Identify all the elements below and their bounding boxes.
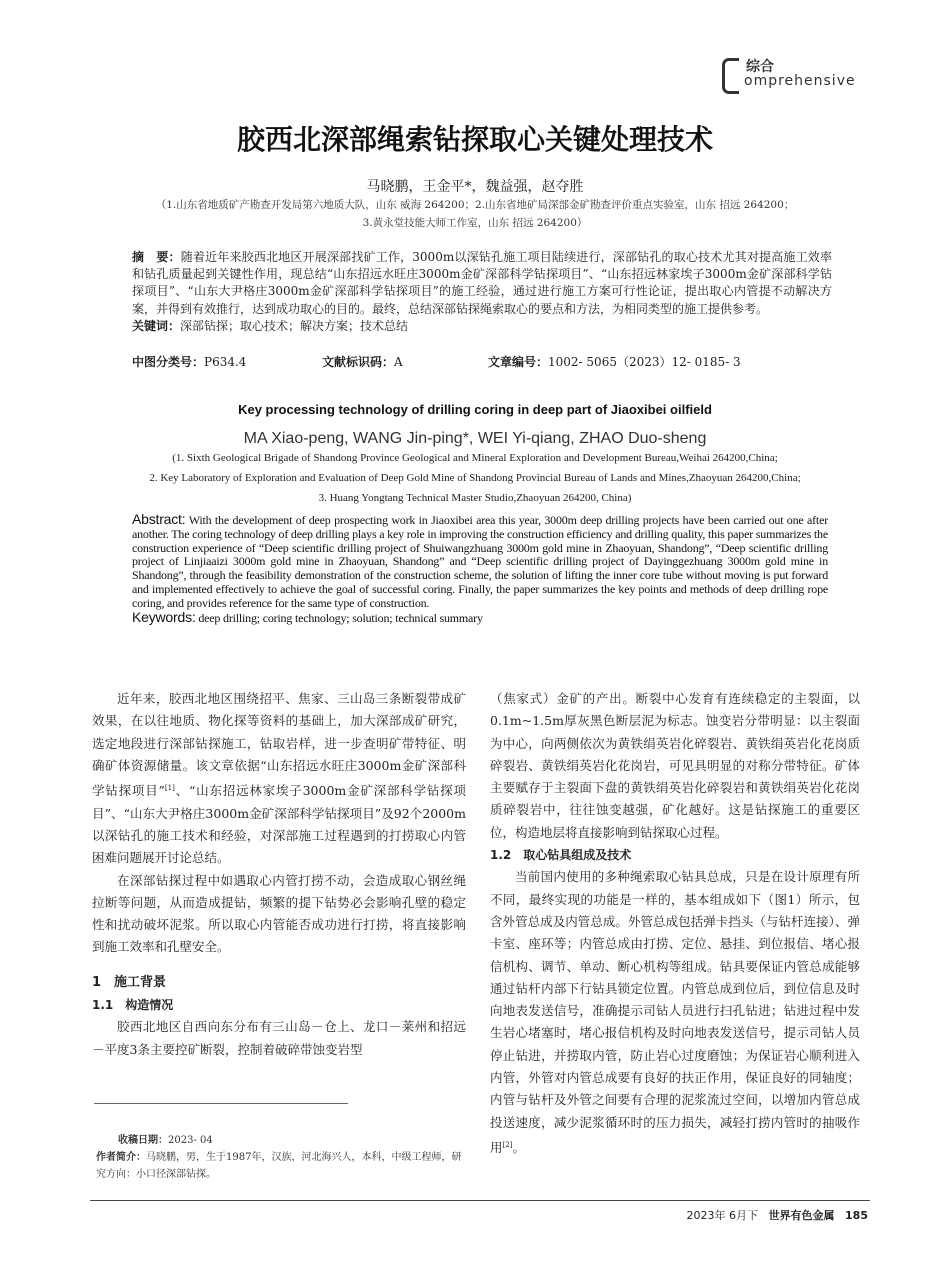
doc-code-value: A (394, 355, 403, 369)
keywords-cn-label: 关键词： (132, 318, 181, 333)
section-logo (722, 56, 862, 94)
citation-ref: [2] (502, 1140, 513, 1149)
body-column-right (490, 688, 860, 1159)
footnote-divider (94, 1103, 348, 1104)
affiliation-en-line-1: (1. Sixth Geological Brigade of Shandong Province Geological and Mineral Exploration and Development Bureau,Weihai 264200,China; (172, 452, 778, 464)
abstract-cn (132, 249, 832, 335)
doc-code-label: 文献标识码： (322, 355, 395, 369)
body-column-left (92, 688, 466, 1061)
received-label: 收稿日期： (118, 1135, 168, 1146)
logo-c-shape (722, 58, 739, 94)
page-number: 185 (845, 1209, 868, 1222)
abstract-cn-text: 随着近年来胶西北地区开展深部找矿工作，3000m以深钻孔施工项目陆续进行，深部钻孔的取心技术尤其对提高施工效率和钻孔质量起到关键性作用，现总结“山东招远水旺庄3000m金矿深部科学钻探项目”、“山东招远林家埃子3000m金矿深部科学钻探项目”、“山东大尹格庄3000m金矿深部科学钻探项目”的施工经验，通过进行施工方案可行性论证，提出取心内管提不动解决方案，并得到有效推行，达到成功取心的目的。最终，总结深部钻探绳索取心的要点和方法，为相同类型的施工提供参考。 (132, 250, 832, 316)
subsection-heading: 1.1 构造情况 (92, 998, 174, 1013)
body-paragraph: 胶西北地区自西向东分布有三山岛－仓上、龙口－莱州和招远－平度3条主要控矿断裂，控制着破碎带蚀变岩型 (92, 1019, 466, 1057)
article-no-label: 文章编号： (488, 355, 549, 369)
abstract-en-text: With the development of deep prospecting work in Jiaoxibei area this year, 3000m deep drilling projects have been carried out one after another. The coring technology of deep drilling plays a key role in improving the construction efficiency and drilling quality, this paper summarizes the construction experience of “Deep scientific drilling project of Shuiwangzhuang 3000m gold mine in Zhaoyuan, Shandong”, “Deep scientific drilling project of Linjiaaizi 3000m gold mine in Zhaoyuan, Shandong” and “Deep scientific drilling project of Dayinggezhuang 3000m gold mine in Shandong”, through the feasibility demonstration of the construction scheme, the solution of lifting the inner core tube without moving is put forward and implemented effectively to achieve the goal of successful coring. Finally, the paper summarizes the key points and methods of deep drilling rope coring, and provides reference for the same type of construction. (132, 513, 828, 610)
footer-divider (90, 1200, 870, 1201)
keywords-cn-text: 深部钻探；取心技术；解决方案；技术总结 (180, 318, 409, 333)
author-bio: 马晓鹏，男，生于1987年，汉族，河北海兴人，本科，中级工程师，研究方向：小口径深部钻探。 (96, 1152, 462, 1180)
article-no-value: 1002- 5065（2023）12- 0185- 3 (548, 355, 741, 369)
issue-date: 2023年 6月下 (686, 1209, 759, 1222)
section-label-cn: 综合 (746, 59, 774, 75)
author-list: 马晓鹏，王金平*，魏益强，赵夺胜 (366, 179, 584, 195)
page-footer (550, 1207, 868, 1223)
affiliation-line-2: 3.黄永堂技能大师工作室，山东 招远 264200） (362, 217, 588, 229)
author-list-en: MA Xiao-peng, WANG Jin-ping*, WEI Yi-qiang, ZHAO Duo-sheng (243, 430, 707, 447)
keywords-en-label: Keywords: (132, 608, 196, 625)
body-paragraph: （焦家式）金矿的产出。断裂中心发育有连续稳定的主裂面，以0.1m~1.5m厚灰黑色断层泥为标志。蚀变岩分带明显：以主裂面为中心，向两侧依次为黄铁绢英岩化碎裂岩、黄铁绢英岩化花岗质碎裂岩、黄铁绢英岩化花岗岩，可见具明显的对称分带特征。矿体主要赋存于主裂面下盘的黄铁绢英岩化碎裂岩和黄铁绢英岩化花岗质碎裂岩中，往往蚀变越强，矿化越好。这是钻探施工的重要区位，构造地层将直接影响到钻探取心过程。 (490, 691, 860, 840)
keywords-en-text: deep drilling; coring technology; solution; technical summary (198, 610, 483, 625)
body-paragraph: 近年来，胶西北地区围绕招平、焦家、三山岛三条断裂带成矿效果，在以往地质、物化探等资料的基础上，加大深部成矿研究，选定地段进行深部钻探施工，钻取岩样，进一步查明矿带特征、明确矿体资源储量。该文章依据“山东招远水旺庄3000m金矿深部科学钻探项目”[1]、“山东招远林家埃子3000m金矿深部科学钻探项目”、“山东大尹格庄3000m金矿深部科学钻探项目”及92个2000m以深钻孔的施工技术和经验，对深部施工过程遇到的打捞取心内管困难问题展开讨论总结。 (92, 691, 466, 866)
journal-name: 世界有色金属 (768, 1209, 835, 1222)
section-heading: 1 施工背景 (92, 974, 167, 990)
clc-value: P634.4 (204, 355, 247, 369)
body-paragraph: 当前国内使用的多种绳索取心钻具总成，只是在设计原理有所不同，最终实现的功能是一样的，基本组成如下（图1）所示，包含外管总成及内管总成。外管总成包括弹卡挡头（与钻杆连接）、弹卡室、座环等；内管总成由打捞、定位、悬挂、到位报信、堵心报信机构、调节、单动、断心机构等组成。钻具要保证内管总成能够通过钻杆内部下行钻具锁定位置。内管总成到位后，到位信息及时向地表发送信号，准确提示司钻人员进行扫孔钻进；钻进过程中发生岩心堵塞时，堵心报信机构及时向地表发送信号，提示司钻人员停止钻进，并捞取内管，防止岩心过度磨蚀；为保证岩心顺利进入内管，外管对内管总成要有良好的扶正作用，保证良好的同轴度；内管与钻杆及外管之间要有合理的泥浆流过空间，以增加内管总成投送速度，减少泥浆循环时的压力损失，减轻打捞内管时的抽吸作用[2]。 (490, 869, 860, 1156)
clc-label: 中图分类号： (132, 355, 205, 369)
citation-ref: [1] (164, 784, 175, 793)
abstract-en (132, 513, 828, 625)
footnote (96, 1132, 468, 1183)
paper-title: 胶西北深部绳索钻探取心关键处理技术 (236, 123, 713, 156)
affiliation-line-1: （1.山东省地质矿产勘查开发局第六地质大队，山东 威海 264200；2.山东省地矿局深部金矿勘查评价重点实验室，山东 招远 264200； (155, 199, 795, 211)
body-paragraph: 在深部钻探过程中如遇取心内管打捞不动，会造成取心钢丝绳拉断等问题，从而造成提钻，频繁的提下钻势必会影响孔壁的稳定性和扰动破坏泥浆。所以取心内管能否成功进行打捞，将直接影响到施工效率和孔壁安全。 (92, 872, 466, 955)
author-bio-label: 作者简介： (96, 1152, 146, 1163)
subsection-heading: 1.2 取心钻具组成及技术 (490, 848, 632, 863)
abstract-en-label: Abstract: (132, 511, 186, 527)
section-label-en: omprehensive (744, 73, 856, 89)
abstract-cn-label: 摘 要： (132, 250, 181, 264)
affiliation-en-line-3: 3. Huang Yongtang Technical Master Studio,Zhaoyuan 264200, China) (318, 492, 632, 504)
affiliation-en-line-2: 2. Key Laboratory of Exploration and Evaluation of Deep Gold Mine of Shandong Provincial Bureau of Lands and Mines,Zhaoyuan 264200,China; (149, 472, 801, 484)
received-date: 2023- 04 (168, 1135, 213, 1146)
paper-title-en: Key processing technology of drilling coring in deep part of Jiaoxibei oilfield (238, 402, 712, 417)
